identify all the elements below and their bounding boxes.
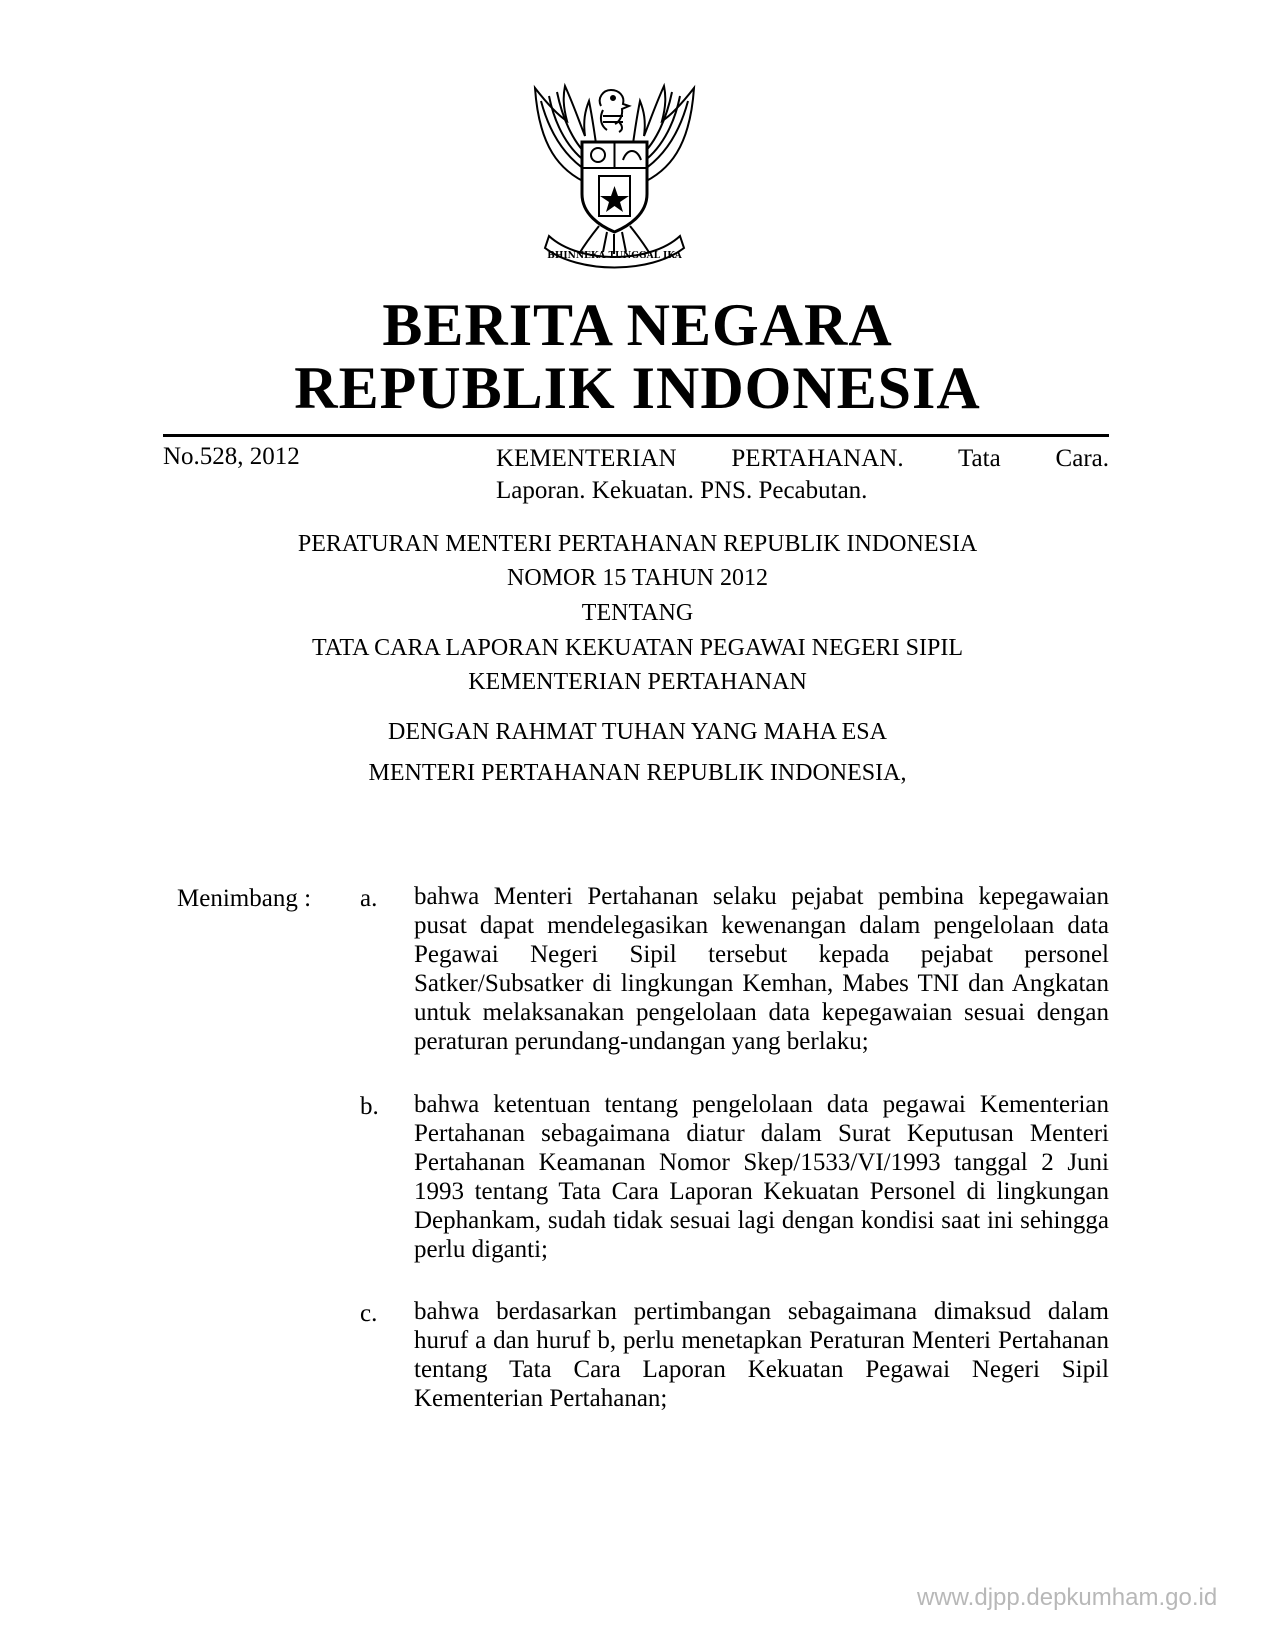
regulation-about: TENTANG <box>581 600 694 626</box>
gazette-description <box>496 443 1109 507</box>
considering-label: Menimbang : <box>177 885 312 912</box>
considering-item-letter: a. <box>360 885 378 912</box>
publication-title-line2: REPUBLIK INDONESIA <box>294 355 981 421</box>
considering-item-text: bahwa ketentuan tentang pengelolaan data pegawai Kementerian Pertahanan sebagaimana diatur dalam Surat Keputusan Menteri Pertahanan Keamanan Nomor Skep/1533/VI/1993 tanggal 2 Juni 1993 tentang Tata Cara Laporan Kekuatan Personel di lingkungan Dephankam, sudah tidak sesuai lagi dengan kondisi saat ini sehingga perlu diganti; <box>414 1091 1109 1263</box>
issuer: MENTERI PERTAHANAN REPUBLIK INDONESIA, <box>368 760 907 786</box>
considering-item-letter: b. <box>360 1093 379 1120</box>
gazette-number: No.528, 2012 <box>163 443 300 470</box>
regulation-subject-line1: TATA CARA LAPORAN KEKUATAN PEGAWAI NEGERI SIPIL <box>312 635 963 661</box>
emblem-motto: BHINNEKA TUNGGAL IKA <box>547 251 682 261</box>
gazette-description-line1: KEMENTERIAN PERTAHANAN. Tata Cara. <box>496 445 1109 472</box>
garuda-pancasila-emblem-icon <box>519 76 710 271</box>
publication-title-line1: BERITA NEGARA <box>382 292 893 358</box>
considering-item-text: bahwa Menteri Pertahanan selaku pejabat pembina kepegawaian pusat dapat mendelegasikan kewenangan dalam pengelolaan data Pegawai Negeri Sipil tersebut kepada pejabat personel Satker/Subsatker di lingkungan Kemhan, Mabes TNI dan Angkatan untuk melaksanakan pengelolaan data kepegawaian sesuai dengan peraturan perundang-undangan yang berlaku; <box>414 883 1109 1055</box>
considering-item-text: bahwa berdasarkan pertimbangan sebagaimana dimaksud dalam huruf a dan huruf b, perlu menetapkan Peraturan Menteri Pertahanan tentang Tata Cara Laporan Kekuatan Pegawai Negeri Sipil Kementerian Pertahanan; <box>414 1298 1109 1412</box>
title-divider <box>163 434 1109 437</box>
invocation: DENGAN RAHMAT TUHAN YANG MAHA ESA <box>388 719 887 745</box>
gazette-description-line2: Laporan. Kekuatan. PNS. Pecabutan. <box>496 477 868 504</box>
source-watermark: www.djpp.depkumham.go.id <box>917 1584 1218 1611</box>
considering-item-letter: c. <box>360 1300 378 1327</box>
regulation-number: NOMOR 15 TAHUN 2012 <box>507 565 768 591</box>
regulation-title: PERATURAN MENTERI PERTAHANAN REPUBLIK INDONESIA <box>297 531 978 557</box>
regulation-subject-line2: KEMENTERIAN PERTAHANAN <box>468 669 807 695</box>
